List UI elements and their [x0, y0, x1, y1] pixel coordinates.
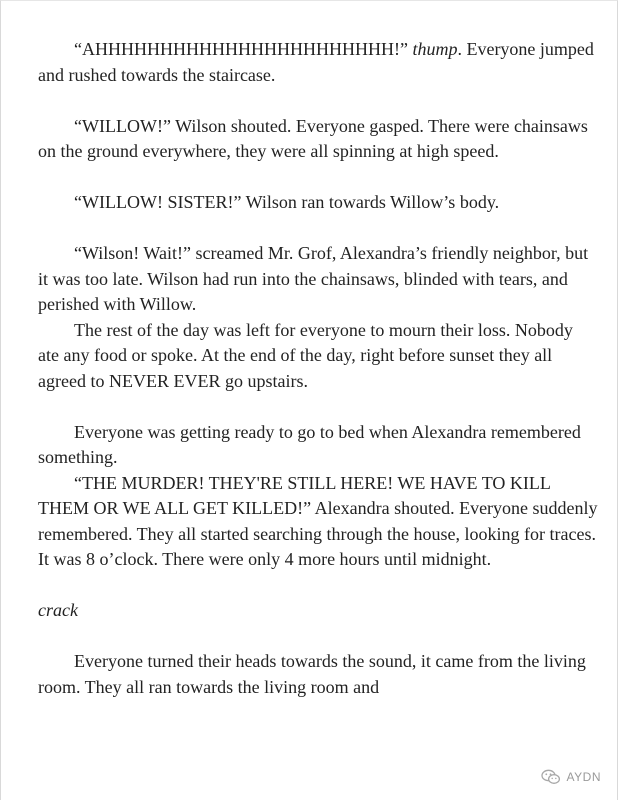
paragraph-gap: [38, 165, 598, 191]
wechat-icon: [541, 769, 561, 785]
paragraph-mr-grof: “Wilson! Wait!” screamed Mr. Grof, Alexandra’s friendly neighbor, but it was too late. Wilson had run into the chainsaws, blinded with tears, and perished with Willow.: [38, 243, 589, 314]
paragraph-wilson-runs: “WILLOW! SISTER!” Wilson ran towards Willow’s body.: [74, 192, 500, 212]
watermark: [541, 769, 601, 785]
paragraph-murder-shout: “THE MURDER! THEY'RE STILL HERE! WE HAVE TO KILL THEM OR WE ALL GET KILLED!” Alexandra shouted. Everyone suddenly remembered. They all started searching through the house, looking for traces. It was 8 o’clock. There were only 4 more hours until midnight.: [38, 472, 598, 569]
paragraph-scream-tail: . Everyone jumped and rushed towards the staircase.: [38, 39, 594, 85]
paragraph-mourning: The rest of the day was left for everyone to mourn their loss. Nobody ate any food or spoke. At the end of the day, right before sunset they all agreed to NEVER EVER go upstairs.: [38, 319, 573, 391]
paragraph-gap: [38, 394, 598, 420]
paragraph-scream: [38, 37, 598, 88]
paragraph-living-room: Everyone turned their heads towards the sound, it came from the living room. They all ran towards the living room and: [38, 651, 586, 697]
thump-emphasis: thump: [412, 39, 458, 59]
story-text: [38, 37, 598, 700]
paragraph-bedtime: Everyone was getting ready to go to bed when Alexandra remembered something.: [38, 421, 581, 467]
paragraph-willow-shout: “WILLOW!” Wilson shouted. Everyone gasped. There were chainsaws on the ground everywhere, they were all spinning at high speed.: [38, 115, 588, 161]
paragraph-gap: [38, 216, 598, 242]
paragraph-gap: [38, 624, 598, 650]
watermark-label: AYDN: [566, 770, 601, 784]
paragraph-crack: crack: [38, 600, 78, 620]
paragraph-gap: [38, 88, 598, 114]
paragraph-gap: [38, 573, 598, 599]
paragraph-scream-text: “AHHHHHHHHHHHHHHHHHHHHHHH!”: [74, 39, 413, 59]
